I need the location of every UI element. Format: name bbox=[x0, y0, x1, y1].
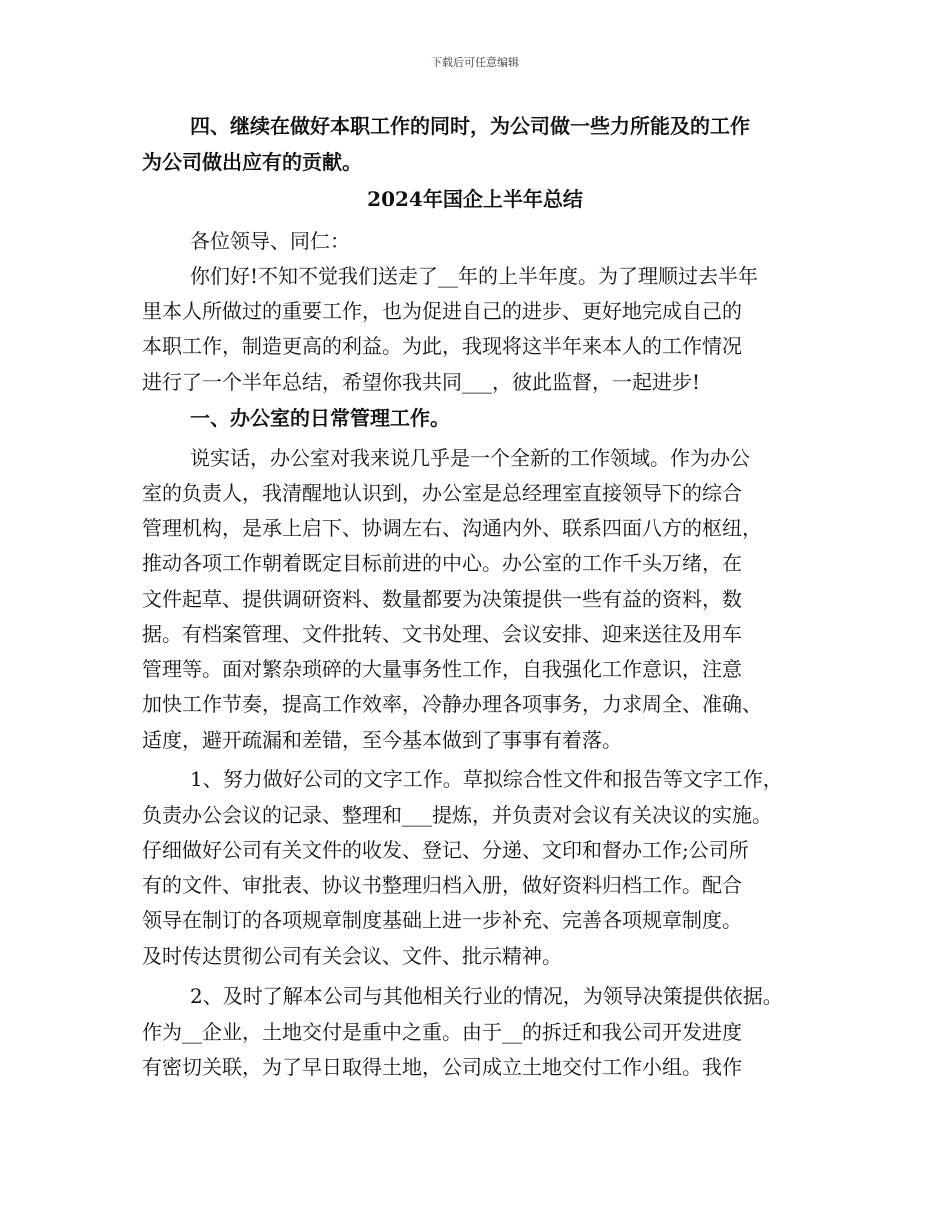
intro-line: 你们好!不知不觉我们送走了__年的上半年度。为了理顺过去半年 bbox=[190, 264, 759, 288]
para1-line: 管理机构，是承上启下、协调左右、沟通内外、联系四面八方的枢纽， bbox=[142, 516, 762, 540]
para1-line: 室的负责人，我清醒地认识到，办公室是总经理室直接领导下的综合 bbox=[142, 481, 742, 505]
intro-line: 本职工作，制造更高的利益。为此，我现将这半年来本人的工作情况 bbox=[142, 334, 742, 358]
para1-line: 说实话，办公室对我来说几乎是一个全新的工作领域。作为办公 bbox=[190, 446, 750, 470]
item2-line: 作为__企业，土地交付是重中之重。由于__的拆迁和我公司开发进度 bbox=[142, 1020, 742, 1044]
para1-line: 文件起草、提供调研资料、数量都要为决策提供一些有益的资料，数 bbox=[142, 587, 742, 611]
item1-line: 及时传达贯彻公司有关会议、文件、批示精神。 bbox=[142, 944, 562, 968]
document-title: 2024年国企上半年总结 bbox=[367, 187, 583, 211]
para1-line: 推动各项工作朝着既定目标前进的中心。办公室的工作千头万绪，在 bbox=[142, 551, 742, 575]
greeting: 各位领导、同仁： bbox=[190, 229, 350, 253]
intro-line: 里本人所做过的重要工作，也为促进自己的进步、更好地完成自己的 bbox=[142, 299, 742, 323]
page-header-note: 下载后可任意编辑 bbox=[431, 56, 519, 69]
section4-line-1: 四、继续在做好本职工作的同时，为公司做一些力所能及的工作 bbox=[190, 114, 750, 138]
intro-line: 进行了一个半年总结，希望你我共同___，彼此监督，一起进步! bbox=[142, 370, 701, 394]
item1-line: 1、努力做好公司的文字工作。草拟综合性文件和报告等文字工作， bbox=[190, 767, 783, 791]
item1-line: 负责办公会议的记录、整理和___提炼，并负责对会议有关决议的实施。 bbox=[142, 803, 772, 827]
item2-line: 有密切关联，为了早日取得土地，公司成立土地交付工作小组。我作 bbox=[142, 1055, 742, 1079]
item2-line: 2、及时了解本公司与其他相关行业的情况，为领导决策提供依据。 bbox=[190, 984, 783, 1008]
item1-line: 有的文件、审批表、协议书整理归档入册，做好资料归档工作。配合 bbox=[142, 873, 742, 897]
para1-line: 据。有档案管理、文件批转、文书处理、会议安排、迎来送往及用车 bbox=[142, 622, 742, 646]
heading-1: 一、办公室的日常管理工作。 bbox=[190, 406, 450, 430]
item1-line: 仔细做好公司有关文件的收发、登记、分递、文印和督办工作;公司所 bbox=[142, 838, 749, 862]
section4-line-2: 为公司做出应有的贡献。 bbox=[142, 150, 362, 174]
item1-line: 领导在制订的各项规章制度基础上进一步补充、完善各项规章制度。 bbox=[142, 908, 742, 932]
para1-line: 管理等。面对繁杂琐碎的大量事务性工作，自我强化工作意识，注意 bbox=[142, 657, 742, 681]
para1-line: 适度，避开疏漏和差错，至今基本做到了事事有着落。 bbox=[142, 728, 622, 752]
para1-line: 加快工作节奏，提高工作效率，冷静办理各项事务，力求周全、准确、 bbox=[142, 692, 762, 716]
